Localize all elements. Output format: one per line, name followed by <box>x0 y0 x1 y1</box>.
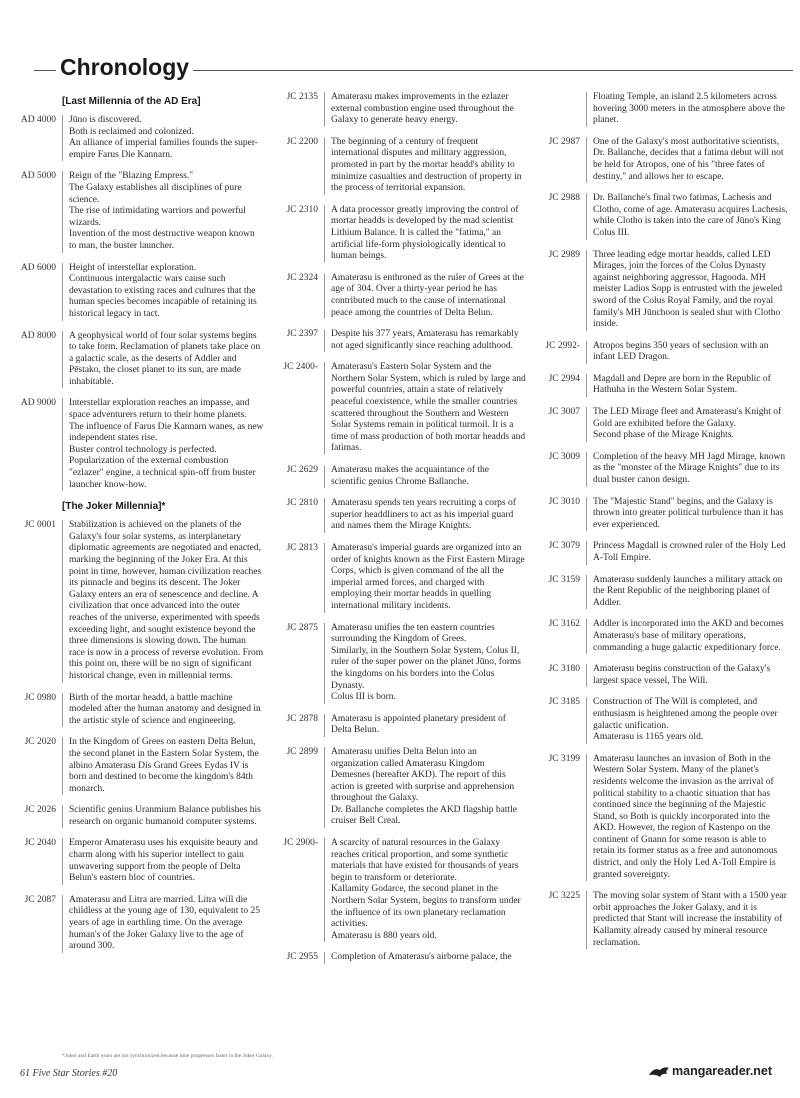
watermark <box>648 1064 772 1079</box>
entry-line: Dr. Ballanche completes the AKD flagship battle cruiser Bell Creal. <box>331 804 517 827</box>
page-folio: 61 Five Star Stories #20 <box>20 1068 118 1079</box>
entry-text <box>324 329 530 352</box>
timeline-entry <box>6 520 268 682</box>
entry-text <box>324 714 530 737</box>
entry-year: JC 2135 <box>286 92 318 102</box>
timeline-entry <box>268 838 530 942</box>
entry-text <box>62 895 268 953</box>
timeline-entry <box>530 137 794 183</box>
timeline-entry <box>268 465 530 488</box>
entry-line: Amaterasu's Eastern Solar System and the Northern Solar System, which is ruled by large and powerful countries, attain a state of relatively peaceful coexistence, while the smaller countries scattered throughout the Southern and Western Solar Systems remain in political turmoil. It is a time of mass production of both mortar headds and fatimas. <box>331 362 526 454</box>
entry-text <box>62 331 268 389</box>
timeline-entry <box>530 575 794 610</box>
timeline-entry <box>268 747 530 828</box>
timeline-entry <box>530 754 794 882</box>
entry-text <box>586 754 794 882</box>
entry-line: Amaterasu makes the acquaintance of the scientific genius Chrome Ballanche. <box>331 465 489 487</box>
entry-text <box>324 92 530 127</box>
timeline-entry <box>6 263 268 321</box>
entry-year: AD 8000 <box>20 330 56 341</box>
entry-text <box>62 263 268 321</box>
title-rule-left <box>34 70 56 71</box>
entry-line: Birth of the mortar headd, a battle machine modeled after the human anatomy and designed in the artistic style of science and engineering. <box>69 692 261 726</box>
timeline-entry <box>6 895 268 953</box>
entry-line: Continuous intergalactic wars cause such devastation to existing races and cultures that the human species becomes incapable of retaining its historical legacy in tact. <box>69 274 257 319</box>
entry-year: JC 2989 <box>548 249 580 260</box>
entry-line: Both is reclaimed and colonized. <box>69 126 194 137</box>
entry-line: The LED Mirage fleet and Amaterasu's Knight of Gold are exhibited before the Galaxy. <box>593 407 782 429</box>
entry-year: JC 3225 <box>548 891 580 902</box>
footnote: *Joker and Earth years are not synchronized because time progresses faster in the Joker Galaxy. <box>62 1053 273 1059</box>
entry-year: JC 2994 <box>548 373 580 384</box>
entry-line: Amaterasu's imperial guards are organized into an order of knights known as the First Eastern Mirage Corps, which is given command of the all the imperial armed forces, and charged with employing their mortar headds in quelling international military incidents. <box>331 543 525 611</box>
entry-text <box>324 623 530 704</box>
entry-year: JC 2020 <box>24 737 56 748</box>
entry-text <box>62 737 268 795</box>
entry-line: Floating Temple, an island 2.5 kilometers across hovering 3000 meters in the atmosphere above the planet. <box>593 92 785 126</box>
entry-text <box>586 891 794 949</box>
entry-line: The moving solar system of Stant with a 1500 year orbit approaches the Joker Galaxy, and it is predicted that Stant will increase the instability of Kallamity already caused by mineral resource reclamation. <box>593 891 787 948</box>
entry-year: JC 3007 <box>548 407 580 418</box>
entry-line: Magdall and Depre are born in the Republic of Hathuha in the Western Solar System. <box>593 373 771 396</box>
timeline-entry <box>268 362 530 455</box>
entry-year: AD 6000 <box>20 262 56 273</box>
timeline-entry <box>6 115 268 161</box>
entry-year: JC 0001 <box>24 520 56 531</box>
entry-line: Amaterasu is 880 years old. <box>331 930 437 941</box>
entry-year: JC 2397 <box>286 329 318 340</box>
entry-line: Amaterasu is appointed planetary president of Delta Belun. <box>331 713 506 736</box>
entry-year: JC 0980 <box>24 692 56 703</box>
entry-line: Popularization of the external combustion "ezlazer" engine, a technical spin-off from buster launcher know-how. <box>69 456 256 490</box>
timeline-entry <box>268 623 530 704</box>
entry-year: JC 2810 <box>286 498 318 509</box>
timeline-entry <box>530 497 794 532</box>
entry-line: Amaterasu unifies Delta Belun into an organization called Amaterasu Kingdom Demesnes (hereafter AKD). The report of this action is greeted with surprise and apprehension throughout the Galaxy. <box>331 746 515 804</box>
entry-year: JC 3162 <box>548 619 580 630</box>
entry-year: JC 2988 <box>548 193 580 204</box>
entry-text <box>324 205 530 263</box>
entry-line: Invention of the most destructive weapon known to man, the buster launcher. <box>69 229 255 251</box>
entry-line: The influence of Farus Die Kannarn wanes, as new independent states rise. <box>69 421 264 444</box>
entry-text <box>62 115 268 161</box>
entry-year: JC 3079 <box>548 541 580 552</box>
entry-year: JC 2629 <box>286 465 318 476</box>
entry-year: JC 2899 <box>286 746 318 757</box>
entry-text <box>586 407 794 442</box>
timeline-entry <box>530 619 794 654</box>
entry-year: JC 3159 <box>548 574 580 585</box>
entry-text <box>62 520 268 682</box>
entry-year: JC 2324 <box>286 272 318 283</box>
entry-line: Amaterasu makes improvements in the ezlazer external combustion engine used throughout the Galaxy to generate heavy energy. <box>331 92 514 126</box>
entry-year: JC 3010 <box>548 496 580 507</box>
entry-year: JC 2310 <box>286 204 318 215</box>
timeline-entry <box>530 452 794 487</box>
title-rule-right <box>193 70 793 71</box>
entry-line: Three leading edge mortar headds, called LED Mirages, join the forces of the Colus Dynasty against neighboring aggressor, Hagooda. MH meister Ladios Sopp is entrusted with the jeweled sword of the Colus Royal Family, and the royal family's MH Jūnchoon is sealed shut with Clotho inside. <box>593 249 783 330</box>
entry-text <box>586 575 794 610</box>
entry-text <box>62 693 268 728</box>
entry-line: A data processor greatly improving the control of mortar headds is developed by the mad scientist Lithium Balance. It is called the "fatima," an artificial life-form physiologically identical to human beings. <box>331 204 519 262</box>
entry-text <box>324 498 530 533</box>
entry-text <box>324 838 530 942</box>
watermark-text: mangareader.net <box>672 1064 773 1078</box>
timeline-entry <box>6 838 268 884</box>
entry-text <box>586 619 794 654</box>
entry-line: The "Majestic Stand" begins, and the Galaxy is thrown into greater political turbulence than it has ever experienced. <box>593 496 784 530</box>
entry-year: JC 2900- <box>283 838 318 849</box>
timeline-entry <box>6 171 268 252</box>
entry-line: Amaterasu begins construction of the Galaxy's largest space vessel, The Will. <box>593 664 771 686</box>
timeline-entry <box>530 374 794 397</box>
entry-line: Completion of the heavy MH Jagd Mirage, known as the "monster of the Mirage Knights" due to its dual buster canon design. <box>593 451 786 486</box>
dragon-logo-icon <box>648 1065 670 1079</box>
entry-text <box>62 398 268 491</box>
entry-year: AD 9000 <box>20 398 56 409</box>
timeline-entry <box>6 693 268 728</box>
timeline-entry <box>530 92 794 127</box>
entry-line: Stabilization is achieved on the planets of the Galaxy's four solar systems, as interplanetary diplomatic agreements are negotiated and enacted, marking the beginning of the Joker Era. At this point in time, however, human civilization reaches its pinnacle and begins its descent. The Joker Galaxy enters an era of senescence and decline. A civilization that once advanced into the outer reaches of the universe, experimented with speeds exceeding light, and sought existence beyond the three dimensions is slowing down. The human race is now in a process of reverse evolution. From this point on, there will be no sign of significant historical change, even in millennial terms. <box>69 520 264 681</box>
entry-text <box>586 697 794 743</box>
entry-line: Amaterasu is enthroned as the ruler of Grees at the age of 304. Over a thirty-year period he has contributed much to the cause of international peace among the countries of Delta Belun. <box>331 272 524 318</box>
entry-year: JC 2813 <box>286 543 318 553</box>
entry-year: AD 5000 <box>20 171 56 182</box>
entry-line: Colus III is born. <box>331 692 396 703</box>
entry-line: Atropos begins 350 years of seclusion with an infant LED Dragon. <box>593 340 769 363</box>
entry-text <box>586 92 794 127</box>
entry-text <box>62 805 268 828</box>
timeline-entry <box>6 331 268 389</box>
entry-line: Addler is incorporated into the AKD and becomes Amaterasu's base of military operations, commanding a huge galactic expeditionary force. <box>593 619 784 653</box>
timeline-entry <box>268 273 530 319</box>
entry-line: Princess Magdall is crowned ruler of the Holy Led A-Toll Empire. <box>593 541 786 563</box>
timeline-entry <box>6 805 268 828</box>
entry-text <box>586 664 794 687</box>
entry-line: An alliance of imperial families founds the super-empire Farus Die Kannarn. <box>69 138 258 160</box>
entry-text <box>62 838 268 884</box>
entry-year: JC 2992- <box>545 340 580 351</box>
entry-text <box>324 543 530 613</box>
timeline-entry <box>530 193 794 239</box>
entry-line: A scarcity of natural resources in the Galaxy reaches critical proportion, and some synthetic materials that have existed for thousands of years begin to transform or deteriorate. <box>331 838 519 883</box>
timeline-entry <box>6 737 268 795</box>
entry-line: The Galaxy establishes all disciplines of pure science. <box>69 182 242 205</box>
timeline-entry <box>530 407 794 442</box>
entry-year <box>530 92 586 127</box>
entry-line: Interstellar exploration reaches an impasse, and space adventurers return to their home planets. <box>69 398 250 421</box>
entry-line: Height of interstellar exploration. <box>69 262 197 273</box>
timeline-entry <box>268 714 530 737</box>
entry-line: Amaterasu and Litra are married. Litra will die childless at the young age of 130, equivalent to 25 years of age in earthling time. On the average human's of the Joker Galaxy live to the age of around 300. <box>69 894 261 952</box>
entry-text <box>586 541 794 564</box>
entry-line: Amaterasu spends ten years recruiting a corps of superior headdliners to act as his imperial guard and names them the Mirage Knights. <box>331 498 516 532</box>
timeline-column-3 <box>530 92 794 959</box>
entry-line: A geophysical world of four solar systems begins to take form. Reclamation of planets take place on a galactic scale, as the deserts of Addler and Pēstako, the closet planet to its sun, are made inhabitable. <box>69 330 261 387</box>
entry-line: Reign of the "Blazing Empress." <box>69 171 194 182</box>
timeline-entry <box>6 398 268 491</box>
entry-text <box>324 137 530 195</box>
entry-line: Amaterasu unifies the ten eastern countries surrounding the Kingdom of Grees. <box>331 622 495 645</box>
timeline-entry <box>268 543 530 613</box>
entry-year: JC 2200 <box>286 136 318 147</box>
entry-year: JC 3009 <box>548 451 580 462</box>
entry-line: Buster control technology is perfected. <box>69 444 217 455</box>
entry-year: JC 2400- <box>283 362 318 373</box>
entry-text <box>586 497 794 532</box>
entry-line: Amaterasu launches an invasion of Both in the Western Solar System. Many of the planet's residents welcome the invasion as the arrival of political stability to a chaotic situation that has continued since the beginning of the Majestic Stand, so Both is quickly incorporated into the AKD. However, the region of Kastenpo on the continent of Gnann for some reason is able to retain its former status as a free and autonomous district, and only the Holy Led A-Toll Empire is granted sovereignty. <box>593 753 778 880</box>
entry-text <box>324 465 530 488</box>
timeline-entry <box>268 137 530 195</box>
entry-text <box>586 193 794 239</box>
entry-year: JC 2955 <box>286 952 318 963</box>
page-title: Chronology <box>60 54 190 80</box>
entry-year: JC 2878 <box>286 713 318 724</box>
entry-line: Despite his 377 years, Amaterasu has remarkably not aged significantly since reaching adulthood. <box>331 329 519 351</box>
entry-line: Amaterasu suddenly launches a military attack on the Rent Republic of the neighboring planet of Addler. <box>593 574 783 608</box>
timeline-column-2 <box>268 92 530 974</box>
entry-text <box>324 747 530 828</box>
timeline-column-1 <box>6 92 268 963</box>
entry-line: Scientific genius Uranmium Balance publishes his research on organic humanoid computer systems. <box>69 805 261 827</box>
entry-line: Construction of The Will is completed, and enthusiasm is heightened among the people over galactic unification. <box>593 697 778 731</box>
entry-line: Kallamity Godarce, the second planet in the Northern Solar System, begins to transform under the influence of its own planetary reclamation activities. <box>331 884 521 930</box>
entry-line: Completion of Amaterasu's airborne palace, the <box>331 952 512 963</box>
entry-line: One of the Galaxy's most authoritative scientists, Dr. Ballanche, decides that a fatima debut will not be held for Atropos, one of his "three fates of destiny," and allows her to escape. <box>593 136 784 182</box>
entry-year: JC 3180 <box>548 664 580 675</box>
entry-line: Dr. Ballanche's final two fatimas, Lachesis and Clotho, come of age. Amaterasu acquires Lachesis, while Clotho is taken into the care of Jūno's King Colus III. <box>593 193 788 238</box>
timeline-entry <box>268 329 530 352</box>
entry-year: JC 2087 <box>24 894 56 905</box>
timeline-entry <box>530 541 794 564</box>
entry-text <box>62 171 268 252</box>
entry-text <box>324 273 530 319</box>
entry-year: JC 3185 <box>548 697 580 708</box>
entry-year: JC 2040 <box>24 838 56 849</box>
entry-line: Similarly, in the Southern Solar System, Colus II, ruler of the super power on the planet Jūno, forms the kingdoms on his borders into the Colus Dynasty. <box>331 645 521 691</box>
entry-year: JC 3199 <box>548 753 580 764</box>
entry-year: JC 2875 <box>286 622 318 633</box>
entry-text <box>586 341 794 364</box>
entry-year: JC 2026 <box>24 805 56 816</box>
entry-line: Emperor Amaterasu uses his exquisite beauty and charm along with his superior intellect to gain unwavering support from the people of Delta Belun's eastern bloc of countries. <box>69 838 258 884</box>
entry-text <box>586 250 794 331</box>
timeline-entry <box>268 92 530 127</box>
entry-line: Amaterasu is 1165 years old. <box>593 732 704 743</box>
section-heading: [The Joker Millennia]* <box>62 501 166 513</box>
entry-line: Jūno is discovered. <box>69 115 142 125</box>
timeline-entry <box>530 891 794 949</box>
timeline-entry <box>530 697 794 743</box>
entry-year: JC 2987 <box>548 136 580 147</box>
entry-text <box>586 374 794 397</box>
entry-line: The beginning of a century of frequent international disputes and military aggression, promoted in part by the mortar headd's ability to minimize casualties and destruction of property in the process of territorial expansion. <box>331 136 522 194</box>
timeline-entry <box>268 498 530 533</box>
entry-text <box>586 452 794 487</box>
entry-line: The rise of intimidating warriors and powerful wizards. <box>69 206 246 228</box>
timeline-entry <box>530 664 794 687</box>
timeline-entry <box>530 250 794 331</box>
entry-year: AD 4000 <box>20 115 56 125</box>
timeline-entry <box>268 952 530 964</box>
timeline-entry <box>268 205 530 263</box>
timeline-entry <box>530 341 794 364</box>
entry-line: In the Kingdom of Grees on eastern Delta Belun, the second planet in the Eastern Solar System, the albino Amaterasu Dis Grand Grees Eydas IV is born and destined to become the kingdom's 84th monarch. <box>69 737 259 794</box>
entry-line: Second phase of the Mirage Knights. <box>593 430 734 441</box>
entry-text <box>324 952 530 964</box>
section-heading: [Last Millennia of the AD Era] <box>62 96 201 107</box>
entry-text <box>586 137 794 183</box>
entry-text <box>324 362 530 455</box>
